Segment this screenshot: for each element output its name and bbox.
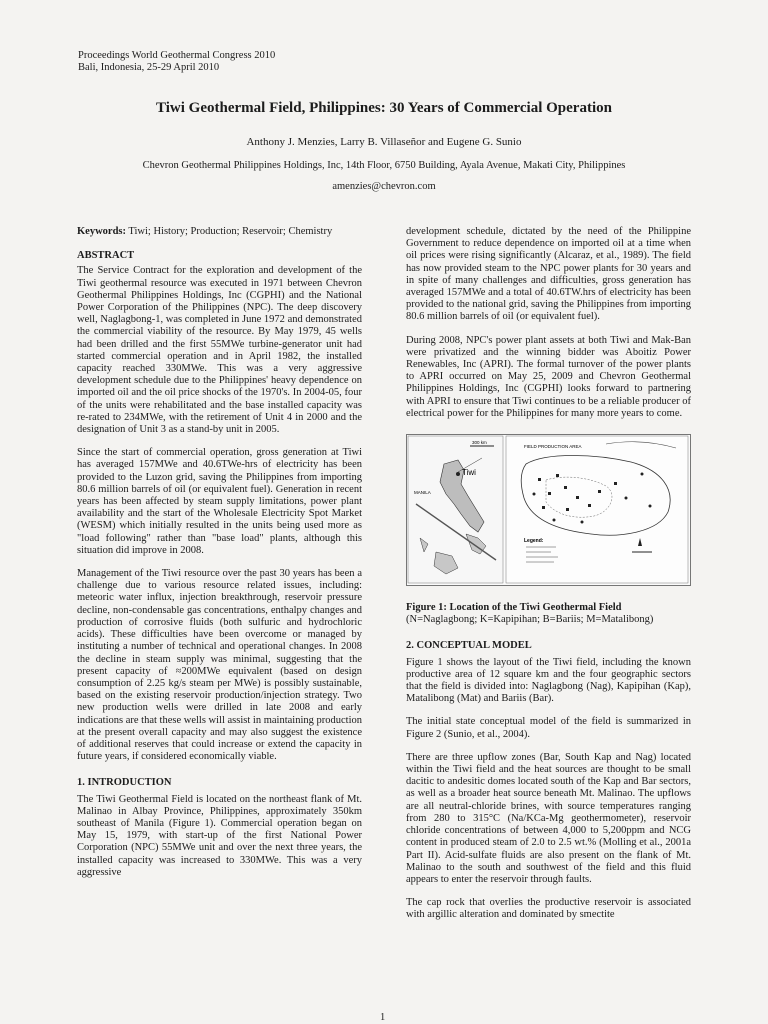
body-paragraph: During 2008, NPC's power plant assets at both Tiwi and Mak-Ban were privatized and the winning bidder was Aboitiz Power Renewables, Inc (APRI). The formal turnover of the power plants to APRI occurred on May 25, 2009 and Chevron Geothermal Philippines Holdings, Inc (CGPHI) looks forward to partnering with APRI to ensure that Tiwi continues to be a reliable producer of electrical power for the Philippines for many more years to come.: [406, 334, 691, 419]
tiwi-location-marker: [456, 472, 460, 476]
conference-location-line: Bali, Indonesia, 25-29 April 2010: [78, 62, 220, 73]
figure-1-caption: [406, 602, 691, 626]
body-paragraph: The cap rock that overlies the productive reservoir is associated with argillic alteration and dominated by smectite: [406, 897, 691, 921]
keywords: [77, 226, 362, 238]
abstract-heading: ABSTRACT: [77, 250, 135, 262]
figure-caption-title: Figure 1: Location of the Tiwi Geothermal Field: [406, 602, 622, 614]
contact-email[interactable]: amenzies@chevron.com: [332, 181, 436, 192]
paper-title: Tiwi Geothermal Field, Philippines: 30 Years of Commercial Operation: [156, 100, 612, 116]
field-area-label: FIELD PRODUCTION AREA: [524, 444, 582, 450]
introduction-heading: 1. INTRODUCTION: [77, 777, 172, 789]
right-column: [406, 226, 691, 933]
location-map-graphic: [406, 434, 691, 586]
affiliation: Chevron Geothermal Philippines Holdings, Inc, 14th Floor, 6750 Building, Ayala Avenue, Makati City, Philippines: [142, 160, 626, 171]
body-paragraph: There are three upflow zones (Bar, South Kap and Nag) located within the Tiwi field and the heat sources are thought to be small dacitic to andesitic domes located south of the Kap and Bar sectors, as well as a broader heat source beneath Mt. Malinao. The upflows are all neutral-chloride brines, with source temperatures ranging from 280 to 315°C (Na/KCa-Mg geothermometer), reservoir chloride concentrations of between 4,000 to 5,200ppm and NCG content in produced steam of 2.0 to 2.5 wt.% (Molling et al., 2001a Part II). Acid-sulfate fluids are also present on the flank of Mt. Malinao to the south and southwest of the field and this fluid appears to enter the reservoir through faults.: [406, 751, 691, 885]
tiwi-map-label: Tiwi: [462, 468, 476, 478]
body-paragraph: development schedule, dictated by the need of the Philippine Government to reduce dependence on imported oil at a time when oil prices were rising significantly (Alcaraz, et al., 1989). The field has now provided steam to the NPC power plants for 30 years and in spite of many challenges and difficulties, gross generation has averaged 157MWe and a total of 40.6TW.hrs of electricity has been provided to the national grid, saving the Philippines from importing 80.6 million barrels of oil (or equivalent fuel).: [406, 226, 691, 323]
page-number: 1: [380, 1012, 386, 1023]
figure-caption-detail: (N=Naglagbong; K=Kapipihan; B=Bariis; M=Matalibong): [406, 614, 654, 626]
author-list: Anthony J. Menzies, Larry B. Villaseñor and Eugene G. Sunio: [246, 136, 522, 148]
conceptual-model-heading: 2. CONCEPTUAL MODEL: [406, 640, 532, 652]
abstract-paragraph: Management of the Tiwi resource over the past 30 years has been a challenge due to various resource related issues, including: meteoric water influx, injection breakthrough, reservoir pressure decline, non-condensable gas concentrations, enthalpy changes and production of corrosive fluids (both sulfuric and hydrochloric acids). These difficulties have been overcome or managed by instituting a number of technical and operational changes. In 2008 the decline in steam supply was minimal, suggesting that the present capacity of ≈200MWe equivalent (based on design consumption of 2.25 kg/s steam per MWe) is possibly sustainable, based on the existing reservoir production/injection strategy. Two new production wells were drilled in late 2008 and early indications are that these wells will assist in maintaining production at the present overall capacity and may also suggest the existence of additional reserves that could increase or extend the capacity in future years, if considered economically viable.: [77, 568, 362, 763]
introduction-paragraph: The Tiwi Geothermal Field is located on the northeast flank of Mt. Malinao in Albay Province, Philippines, approximately 350km southeast of Manila (Figure 1). Commercial operation began on May 15, 1979, with start-up of the first National Power Corporation (NPC) 55MWe unit and over the next three years, the installed capacity was increased to 330MWe. This was a very aggressive: [77, 793, 362, 878]
figure-1-map: [406, 434, 691, 586]
abstract-paragraph: The Service Contract for the exploration and development of the Tiwi geothermal resource was executed in 1971 between Chevron Geothermal Philippines Holdings, Inc (CGPHI) and the National Power Corporation of the Philippines (NPC). The deep discovery well, Naglagbong-1, was completed in June 1972 and demonstrated the commercial viability of the resource. By May 1979, 45 wells had been drilled and the first 55MWe turbine-generator unit had started commercial operation and in April 1982, the installed capacity reached 330MWe. This was a very aggressive development schedule due to the Philippines' heavy dependence on imported oil and the oil price shocks of the 1970's. In 2004-05, four of the units were rehabilitated and the base installed capacity was re-rated to 234MWe, with the retirement of Unit 4 in 2000 and the designation of Unit 3 as a stand-by unit in 2005.: [77, 265, 362, 436]
body-paragraph: The initial state conceptual model of the field is summarized in Figure 2 (Sunio, et al., 2004).: [406, 716, 691, 740]
scale-bar-label: 300 km: [472, 440, 487, 446]
proceedings-header: [78, 50, 275, 74]
proceedings-line: Proceedings World Geothermal Congress 2010: [78, 50, 276, 61]
abstract-paragraph: Since the start of commercial operation, gross generation at Tiwi has averaged 157MWe and 40.6TWe-hrs of electricity has been provided to the Luzon grid, saving the Philippines from importing 80.6 million barrels of oil (or equivalent fuel). Generation in recent years has been affected by steam supply limitations, power plant availability and the start of the Wholesale Electricity Spot Market (WESM) which initially resulted in the units being used more as "load following" rather than "base load" plants, although this situation did improve in 2008.: [77, 447, 362, 556]
left-column: [77, 226, 362, 890]
legend-title: Legend:: [524, 538, 544, 545]
keywords-text: Tiwi; History; Production; Reservoir; Chemistry: [126, 226, 333, 237]
keywords-label: Keywords:: [77, 226, 126, 237]
manila-map-label: MANILA: [414, 490, 431, 496]
body-paragraph: Figure 1 shows the layout of the Tiwi field, including the known productive area of 12 square km and the four geographic sectors that the field is divided into: Naglagbong (Nag), Kapipihan (Kap), Matalibong (Mat) and Bariis (Bar).: [406, 656, 691, 705]
